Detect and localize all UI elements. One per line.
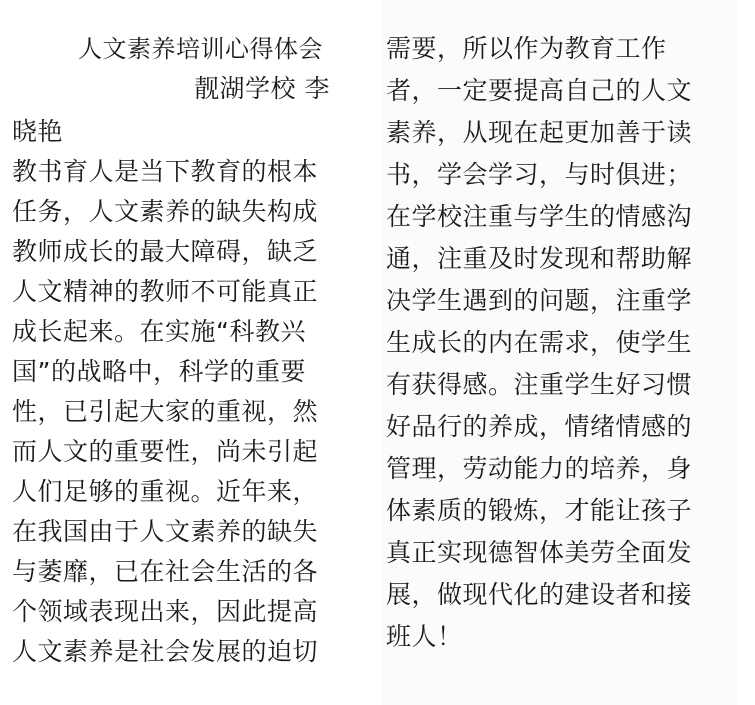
text-line: 管理，劳动能力的培养，身	[386, 454, 693, 483]
text-line: 人文素养是社会发展的迫切	[12, 637, 319, 666]
text-line: 在学校注重与学生的情感沟	[386, 202, 693, 231]
text-line: 而人文的重要性，尚未引起	[12, 437, 319, 466]
text-line: 个领域表现出来，因此提高	[12, 597, 319, 626]
text-line: 教师成长的最大障碍，缺乏	[12, 237, 319, 266]
text-line: 展，做现代化的建设者和接	[386, 580, 693, 609]
text-line: 素养，从现在起更加善于读	[386, 118, 693, 147]
text-line: 决学生遇到的问题，注重学	[386, 286, 693, 315]
text-line: 班人！	[386, 622, 463, 651]
text-line: 在我国由于人文素养的缺失	[12, 517, 319, 546]
article-title: 人文素养培训心得体会	[78, 35, 323, 63]
text-line: 真正实现德智体美劳全面发	[386, 538, 693, 567]
byline-school-author: 靓湖学校 李	[194, 74, 330, 103]
text-line: 人文精神的教师不可能真正	[12, 277, 319, 306]
text-line: 性，已引起大家的重视，然	[12, 397, 319, 426]
text-line: 人们足够的重视。近年来，	[12, 477, 319, 506]
right-text-column	[382, 0, 737, 705]
text-line: 教书育人是当下教育的根本	[12, 157, 319, 186]
text-line: 成长起来。在实施“科教兴	[12, 317, 306, 346]
text-line: 有获得感。注重学生好习惯	[386, 370, 693, 399]
text-line: 书，学会学习，与时俱进；	[386, 160, 693, 189]
text-line: 者，一定要提高自己的人文	[386, 76, 693, 105]
text-line: 生成长的内在需求，使学生	[386, 328, 693, 357]
text-line: 好品行的养成，情绪情感的	[386, 412, 693, 441]
text-line: 需要，所以作为教育工作	[386, 34, 667, 63]
text-line: 国”的战略中，科学的重要	[12, 357, 306, 386]
text-line: 任务，人文素养的缺失构成	[12, 197, 319, 226]
text-line: 与萎靡，已在社会生活的各	[12, 557, 319, 586]
text-line: 通，注重及时发现和帮助解	[386, 244, 693, 273]
left-text-column	[12, 0, 362, 705]
text-line: 体素质的锻炼，才能让孩子	[386, 496, 693, 525]
byline-author-continued: 晓艳	[12, 117, 64, 146]
